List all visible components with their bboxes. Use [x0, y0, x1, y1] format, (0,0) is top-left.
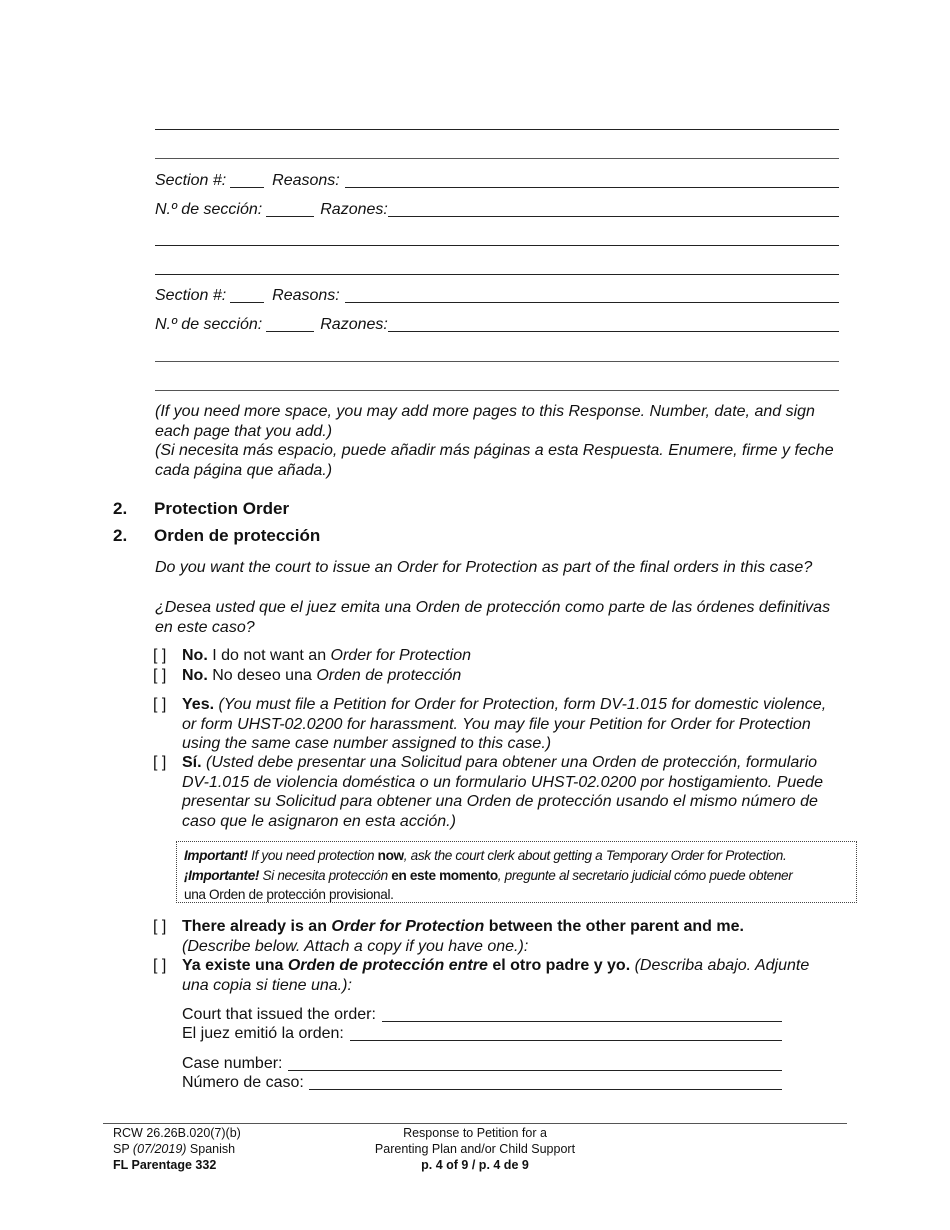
reasons-field[interactable]: [345, 172, 839, 188]
footer-page-number: p. 4 of 9 / p. 4 de 9: [421, 1158, 529, 1172]
notice-text: Si necesita protección: [259, 867, 392, 883]
court-issued-label: Court that issued the order:: [182, 1005, 376, 1023]
notice-emphasis: en este momento: [391, 867, 498, 883]
option-no-en: [182, 646, 842, 666]
option-keyword: Sí.: [182, 754, 202, 771]
notice-text: If you need protection: [247, 848, 378, 863]
notice-line-es-cont: una Orden de protección provisional.: [184, 887, 394, 902]
option-existing-order-en: [182, 917, 842, 956]
more-space-note-en: (If you need more space, you may add more pages to this Response. Number, date, and sign each page that you add.): [155, 403, 815, 440]
option-yes-es: [182, 753, 842, 831]
section-number: 2.: [113, 526, 128, 545]
notice-important-label: ¡Importante!: [184, 867, 260, 883]
court-issued-label: El juez emitió la orden:: [182, 1024, 344, 1042]
notice-text: , pregunte al secretario judicial cómo puede obtener: [497, 867, 793, 883]
reasons-field[interactable]: [345, 287, 839, 303]
footer-left: [113, 1125, 241, 1173]
option-text-bold-italic: Order for Protection: [331, 918, 485, 935]
case-number-label: Case number:: [182, 1054, 283, 1072]
footer-sp-prefix: SP: [113, 1142, 133, 1156]
writing-line[interactable]: [155, 158, 839, 159]
footer-sp-date: (07/2019): [132, 1142, 187, 1156]
checkbox-existing-order-en[interactable]: [ ]: [153, 918, 167, 935]
footer-rcw: RCW 26.26B.020(7)(b): [113, 1126, 241, 1140]
case-number-row-es: [182, 1072, 782, 1092]
option-text: I do not want an: [207, 647, 331, 664]
writing-line[interactable]: [155, 390, 839, 391]
section-number-field[interactable]: [266, 201, 314, 217]
footer-doc-title: Response to Petition for a: [403, 1126, 547, 1140]
option-text: No deseo una: [207, 667, 317, 684]
notice-line-en: [184, 846, 856, 866]
case-number-row-en: [182, 1053, 782, 1073]
court-issued-row-en: [182, 1004, 782, 1024]
footer-divider: [103, 1123, 847, 1124]
checkbox-no-en[interactable]: [ ]: [153, 647, 167, 664]
section-reasons-row-en: [155, 170, 839, 190]
section-label: Section #:: [155, 171, 227, 189]
option-italic: (Describa abajo. Adjunte una copia si tiene una.):: [182, 957, 810, 994]
court-issued-field[interactable]: [350, 1025, 782, 1041]
option-italic: (Usted debe presentar una Solicitud para obtener una Orden de protección, formulario DV-1.015 de violencia doméstica o un formulario UHST-02.0200 por hostigamiento. Puede presentar su Solicitud para obtener una Orden de protección usando el mismo número de caso que le asignaron en esta acción.): [182, 754, 823, 830]
more-space-note-es: (Si necesita más espacio, puede añadir más páginas a esta Respuesta. Enumere, firme y feche cada página que añada.): [155, 442, 834, 479]
case-number-field[interactable]: [309, 1074, 782, 1090]
option-italic: Orden de protección: [316, 667, 462, 684]
notice-emphasis: now: [377, 848, 404, 863]
section-label: N.º de sección:: [155, 315, 263, 333]
option-existing-order-es: [182, 956, 822, 995]
section-title: Protection Order: [154, 499, 290, 518]
section-reasons-row-es: [155, 199, 839, 219]
option-text-bold: el otro padre y yo.: [487, 957, 631, 974]
option-yes-en: [182, 695, 842, 754]
protection-question-en: Do you want the court to issue an Order for Protection as part of the final orders in this case?: [155, 559, 813, 576]
reasons-label: Razones:: [320, 200, 388, 218]
section-number-field[interactable]: [266, 316, 314, 332]
reasons-label: Reasons:: [272, 286, 340, 304]
writing-line[interactable]: [155, 274, 839, 275]
notice-line-es: [184, 866, 856, 886]
option-text-bold: There already is an: [182, 918, 332, 935]
section-label: N.º de sección:: [155, 200, 263, 218]
footer-form-id: FL Parentage 332: [113, 1158, 217, 1172]
footer-sp-suffix: Spanish: [186, 1142, 236, 1156]
section-number-field[interactable]: [230, 172, 264, 188]
section-label: Section #:: [155, 286, 227, 304]
option-italic: (You must file a Petition for Order for Protection, form DV-1.015 for domestic violence, or form UHST-02.0200 for harassment. You may file your Petition for Order for Protection using the same case number assigned to this case.): [182, 696, 827, 752]
checkbox-yes-en[interactable]: [ ]: [153, 696, 167, 713]
option-keyword: No.: [182, 647, 208, 664]
notice-important-label: Important!: [184, 848, 248, 863]
important-notice: [176, 841, 857, 903]
case-number-label: Número de caso:: [182, 1073, 304, 1091]
reasons-label: Reasons:: [272, 171, 340, 189]
checkbox-existing-order-es[interactable]: [ ]: [153, 957, 167, 974]
section-number-field[interactable]: [230, 287, 264, 303]
case-number-field[interactable]: [288, 1055, 783, 1071]
checkbox-no-es[interactable]: [ ]: [153, 667, 167, 684]
reasons-field[interactable]: [388, 316, 839, 332]
option-text-bold-italic: Orden de protección entre: [287, 957, 488, 974]
option-no-es: [182, 666, 842, 686]
court-issued-field[interactable]: [382, 1006, 782, 1022]
writing-line[interactable]: [155, 245, 839, 246]
option-italic: (Describe below. Attach a copy if you have one.):: [182, 937, 529, 955]
option-keyword: No.: [182, 667, 208, 684]
footer-doc-title: Parenting Plan and/or Child Support: [374, 1142, 576, 1156]
option-keyword: Yes.: [182, 696, 215, 713]
writing-line[interactable]: [155, 361, 839, 362]
option-text-bold: Ya existe una: [182, 957, 288, 974]
option-italic: Order for Protection: [330, 647, 472, 664]
court-issued-row-es: [182, 1023, 782, 1043]
reasons-label: Razones:: [320, 315, 388, 333]
section-number: 2.: [113, 499, 128, 518]
section-reasons-row-es: [155, 314, 839, 334]
reasons-field[interactable]: [388, 201, 839, 217]
protection-question-es: ¿Desea usted que el juez emita una Orden de protección como parte de las órdenes definitivas en este caso?: [155, 599, 831, 636]
checkbox-yes-es[interactable]: [ ]: [153, 754, 167, 771]
option-text-bold: between the other parent and me.: [484, 918, 744, 935]
notice-text: , ask the court clerk about getting a Temporary Order for Protection.: [403, 848, 787, 863]
writing-line[interactable]: [155, 129, 839, 130]
section-reasons-row-en: [155, 285, 839, 305]
footer-sp: [113, 1141, 241, 1157]
footer-center: [325, 1125, 625, 1173]
section-title: Orden de protección: [154, 526, 321, 545]
